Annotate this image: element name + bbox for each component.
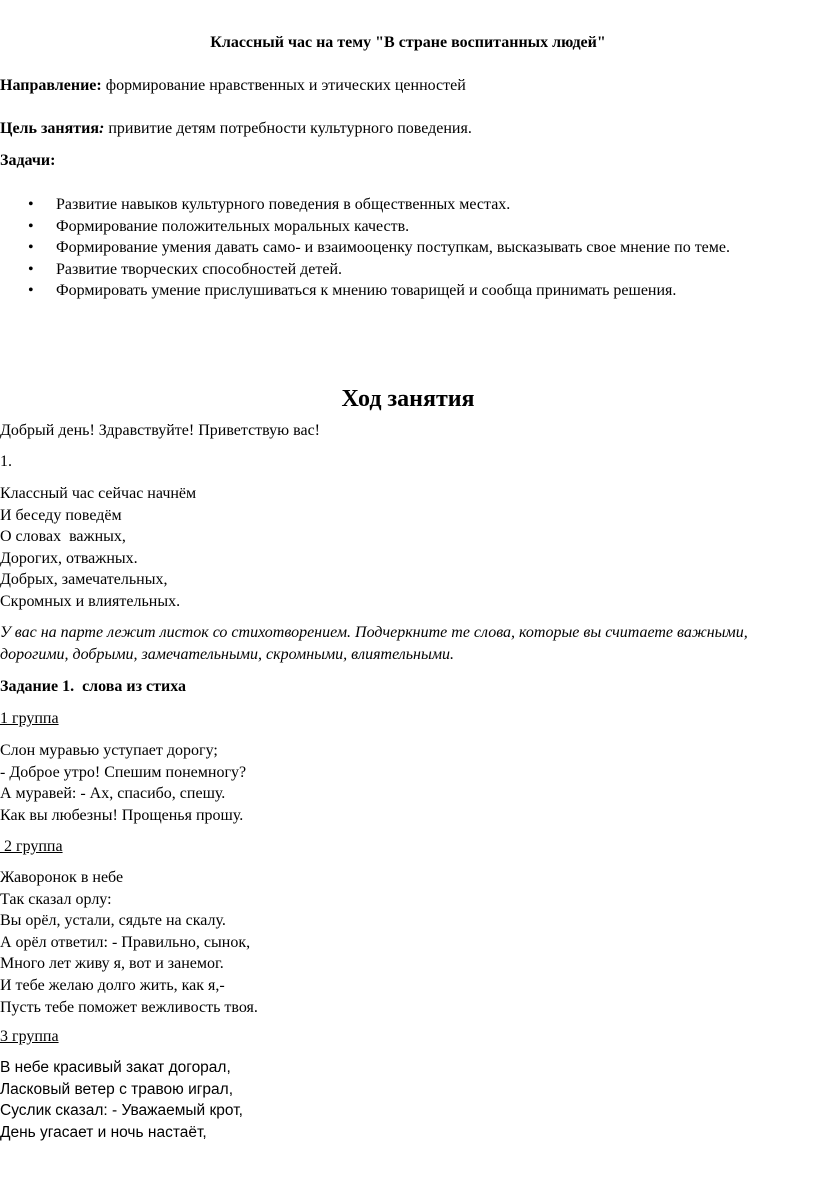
task-text: Формировать умение прислушиваться к мнению товарищей и сообща принимать решения. <box>56 282 677 299</box>
greeting: Добрый день! Здравствуйте! Приветствую вас! <box>0 422 320 439</box>
poem-line: Вы орёл, устали, сядьте на скалу. <box>0 912 226 930</box>
group-1-label: 1 группа <box>0 710 59 727</box>
poem-line: Классный час сейчас начнём <box>0 485 197 502</box>
poem-line: В небе красивый закат догорал, <box>0 1059 231 1076</box>
goal-label: Цель занятия <box>0 120 100 137</box>
task-text: Формирование умения давать само- и взаимооценку поступкам, высказывать свое мнение по теме. <box>56 239 731 256</box>
group-2-poem <box>0 867 258 1018</box>
poem-line: Много лет живу я, вот и занемог. <box>0 955 224 973</box>
list-item <box>28 194 810 216</box>
goal-colon: : <box>99 120 105 137</box>
list-item <box>28 237 810 259</box>
list-item <box>28 280 810 302</box>
poem-line: О словах важных, <box>0 528 126 546</box>
task-text: Формирование положительных моральных качеств. <box>56 217 410 235</box>
poem-line: Добрых, замечательных, <box>0 571 168 589</box>
bullet-icon: • <box>28 239 34 256</box>
group-3-poem <box>0 1057 243 1143</box>
task-text: Развитие творческих способностей детей. <box>56 260 343 278</box>
poem-line: День угасает и ночь настаёт, <box>0 1123 207 1141</box>
list-item <box>28 259 810 281</box>
direction-value: формирование нравственных и этических ценностей <box>101 77 466 94</box>
direction-line <box>0 75 466 97</box>
group-2-label: 2 группа <box>0 838 63 855</box>
list-item <box>28 216 810 238</box>
poem-line: И тебе желаю долго жить, как я,- <box>0 976 225 994</box>
task-text: Развитие навыков культурного поведения в общественных местах. <box>56 196 511 213</box>
poem-line: Суслик сказал: - Уважаемый крот, <box>0 1102 243 1120</box>
poem-line: - Доброе утро! Спешим понемногу? <box>0 763 247 781</box>
direction-label: Направление: <box>0 77 102 94</box>
intro-poem <box>0 483 196 613</box>
instruction-text: У вас на парте лежит листок со стихотворением. Подчеркните те слова, которые вы считаете важными, дорогими, добрыми, замечательными, скромными, влиятельными. <box>0 624 748 663</box>
goal-line <box>0 118 472 140</box>
poem-line: А орёл ответил: - Правильно, сынок, <box>0 933 251 951</box>
poem-line: Жаворонок в небе <box>0 869 124 886</box>
section-heading: Ход занятия <box>341 386 475 412</box>
bullet-icon: • <box>28 282 34 299</box>
group-1-poem <box>0 740 246 826</box>
poem-line: Дорогих, отважных. <box>0 549 138 567</box>
task1-heading: Задание 1. слова из стиха <box>0 678 187 695</box>
goal-value: привитие детям потребности культурного поведения. <box>104 120 472 137</box>
tasks-list <box>0 194 810 302</box>
page-title: Классный час на тему "В стране воспитанных людей" <box>210 34 606 51</box>
poem-line: И беседу поведём <box>0 506 122 524</box>
bullet-icon: • <box>28 260 34 278</box>
poem-line: Ласковый ветер с травою играл, <box>0 1080 234 1098</box>
poem-line: Пусть тебе поможет вежливость твоя. <box>0 998 258 1016</box>
number-one: 1. <box>0 453 12 470</box>
tasks-heading: Задачи: <box>0 152 56 169</box>
poem-line: Скромных и влиятельных. <box>0 592 181 610</box>
bullet-icon: • <box>28 196 34 213</box>
group-3-label: 3 группа <box>0 1028 59 1045</box>
poem-line: А муравей: - Ах, спасибо, спешу. <box>0 785 226 803</box>
bullet-icon: • <box>28 217 34 235</box>
poem-line: Как вы любезны! Прощенья прошу. <box>0 806 244 824</box>
poem-line: Так сказал орлу: <box>0 890 112 908</box>
poem-line: Слон муравью уступает дорогу; <box>0 742 218 759</box>
